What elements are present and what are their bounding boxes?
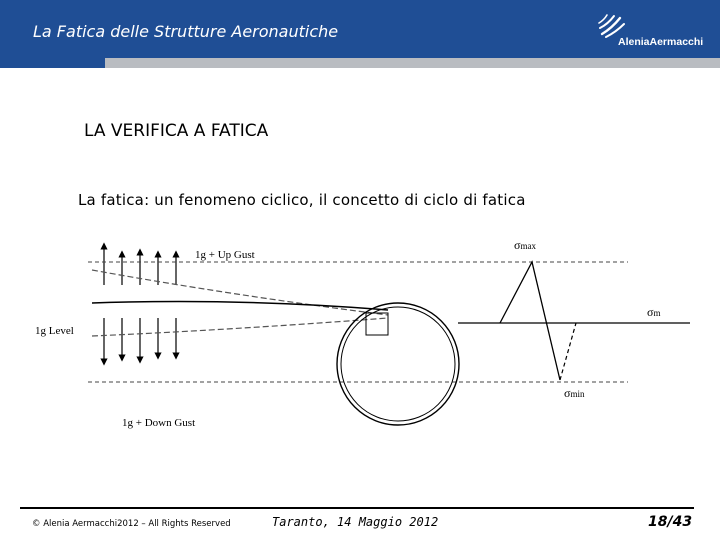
sigma-min-label: σmin [564, 386, 585, 400]
label-up-gust: 1g + Up Gust [195, 249, 255, 261]
sigma-max-label: σmax [514, 238, 536, 252]
alenia-aermacchi-logo [596, 14, 714, 50]
footer-copyright: © Alenia Aermacchi2012 – All Rights Reserved [32, 519, 231, 529]
stress-cycle-solid [500, 262, 560, 380]
label-down-gust: 1g + Down Gust [122, 417, 196, 429]
wing-down-deflection [92, 318, 388, 336]
slide-subtitle: La fatica: un fenomeno ciclico, il concetto di ciclo di fatica [78, 191, 526, 209]
up-gust-arrows [104, 246, 176, 285]
wing-root-box [366, 313, 388, 335]
label-level: 1g Level [35, 325, 74, 337]
fuselage-inner [341, 307, 455, 421]
page-number: 18/43 [648, 514, 693, 530]
fuselage-section [337, 303, 459, 425]
logo-text: AleniaAermacchi [618, 36, 704, 48]
stress-cycle-dashed [560, 323, 576, 380]
logo-swoosh-icon [598, 14, 638, 38]
header-strip [0, 58, 720, 68]
presentation-title: La Fatica delle Strutture Aeronautiche [33, 22, 339, 41]
footer-divider [20, 507, 694, 509]
sigma-m-label: σm [647, 305, 661, 319]
slide-title: LA VERIFICA A FATICA [84, 121, 269, 141]
wing-up-deflection [92, 270, 388, 315]
footer-place-date: Taranto, 14 Maggio 2012 [272, 515, 439, 529]
header-strip-accent [0, 58, 105, 68]
down-gust-arrows [104, 318, 176, 362]
fatigue-cycle-figure [0, 228, 720, 438]
